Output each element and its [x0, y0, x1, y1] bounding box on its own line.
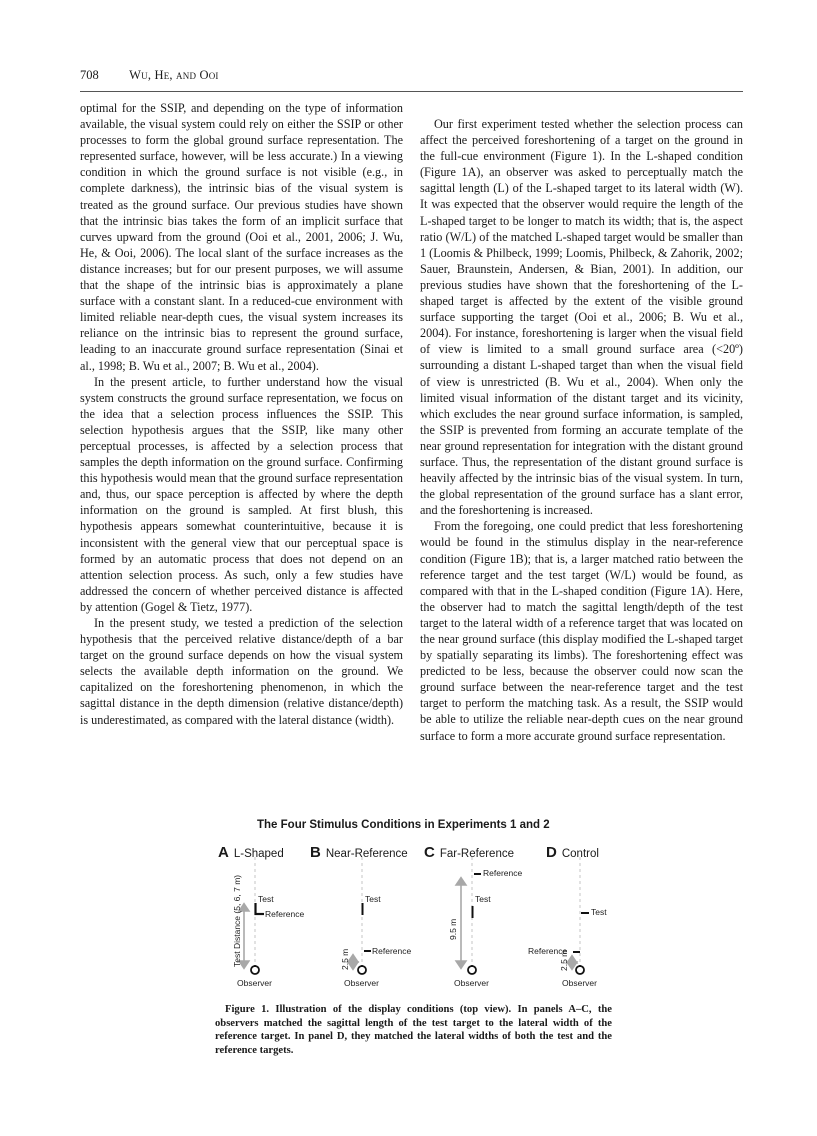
running-head-authors: Wu, He, and Ooi — [129, 68, 219, 82]
header-rule — [80, 91, 743, 92]
right-column — [420, 116, 743, 744]
paragraph: Our first experiment tested whether the selection process can affect the perceived foreshortening of a target on the ground in the full-cue environment (Figure 1). In the L-shaped condition (Figure 1A), an observer was asked to perceptually match the sagittal length (L) of the L-shaped target to its lateral width (W). It was expected that the observer would require the length of the L-shaped target to be longer to match its width; that is, the aspect ratio (W/L) of the matched L-shaped target would be smaller than 1 (Loomis & Philbeck, 1999; Loomis, Philbeck, & Zahorik, 2002; Sauer, Braunstein, Andersen, & Bian, 2001). In addition, our previous studies have shown that the foreshortening of the L-shaped target is affected by the extent of the visible ground surface supporting the target (Ooi et al., 2006; B. Wu et al., 2004). For instance, foreshortening is larger when the visual field of view is limited to a small ground surface area (<20º) surrounding a distant L-shaped target than when the visual field of view is unrestricted (B. Wu et al., 2004). When only the limited visual information of the distant target and its vicinity, which excludes the near ground surface information, is sampled, the SSIP is prevented from forming an accurate template of the near ground representation for integration with the distant ground surface. Thus, the representation of the distant ground surface is heavily affected by the intrinsic bias of the visual system. In turn, the global representation of the ground surface has a slant error, and the foreshortening is increased. — [420, 117, 743, 518]
panel-a-distance-label: Test Distance (5, 6, 7 m) — [232, 874, 242, 967]
paragraph: In the present study, we tested a prediction of the selection hypothesis that the perceived relative distance/depth of a bar target on the ground surface depends on how the visual system selects the available depth information on the ground. We capitalized on the foreshortening phenomenon, in which the sagittal distance in the depth dimension (relative distance/depth) is underestimated, as compared with the lateral distance (width). — [80, 616, 403, 727]
panel-b-reference-label: Reference — [372, 946, 412, 956]
panel-a-observer-label: Observer — [237, 978, 272, 988]
figure-title: The Four Stimulus Conditions in Experiments 1 and 2 — [257, 819, 550, 831]
panel-label-a: A L-Shaped — [218, 844, 284, 861]
page-number: 708 — [80, 68, 99, 82]
paragraph: In the present article, to further understand how the visual system constructs the ground surface representation, we focus on the idea that a selection process influences the SSIP. This selection hypothesis argues that the SSIP, like many other perceptual processes, is affected by a selection process that samples the depth information on the ground surface. Confirming this hypothesis would mean that the ground surface representation and, thus, our space perception is affected by where the depth information on the ground is sampled. At first blush, this hypothesis appears somewhat counterintuitive, because it is inconsistent with the general view that our perceptual space is formed by an automatic process that does not depend on an attention selection process. As such, only a few studies have addressed the concern of whether perceived distance is affected by attention (Gogel & Tietz, 1977). — [80, 374, 403, 614]
panel-label-c: C Far-Reference — [424, 844, 514, 861]
panel-d-reference-label: Reference — [528, 946, 568, 956]
figure-caption: Figure 1. Illustration of the display conditions (top view). In panels A–C, the observers matched the sagittal length of the test target to the lateral width of the reference target. In panel D, they matched the lateral widths of both the test and the reference targets. — [215, 1004, 612, 1056]
paragraph: optimal for the SSIP, and depending on the type of information available, the visual system could rely on either the SSIP or other processes to form the global ground surface representation. The represented surface, however, will be less accurate.) In a viewing condition in which the ground surface is not visible (e.g., in complete darkness), the intrinsic bias of the visual system is treated as the ground surface. Our previous studies have shown that the intrinsic bias takes the form of an implicit surface that curves upward from the ground (Ooi et al., 2001, 2006; J. Wu, He, & Ooi, 2006). The local slant of the surface increases as the distance increases; but for our present purposes, we will assume that the shape of the intrinsic bias is approximately a plane surface with a constant slant. In a reduced-cue environment with limited reliable near-depth cues, the visual system increases its reliance on the intrinsic bias to represent the ground surface, leading to an inaccurate ground surface representation (Sinai et al., 1998; B. Wu et al., 2007; B. Wu et al., 2004). — [80, 101, 403, 373]
panel-c-reference-label: Reference — [483, 868, 523, 878]
panel-label-b: B Near-Reference — [310, 844, 408, 861]
panel-d-distance-label: 2.5 m — [559, 949, 569, 971]
panel-c-distance-label: 9.5 m — [448, 918, 458, 940]
panel-b-observer-label: Observer — [344, 978, 379, 988]
panel-b-distance-label: 2.5 m — [340, 948, 350, 970]
running-head — [80, 68, 740, 83]
paragraph: From the foregoing, one could predict that less foreshortening would be found in the stimulus display in the near-reference condition (Figure 1B); that is, a larger matched ratio between the reference target and the test target (W/L) would be found, as compared with that in the L-shaped condition (Figure 1A). Here, the observer had to match the sagittal length/depth of the test target to the lateral width of a reference target that was located on the near ground surface (this display modified the L-shaped target by spatially separating its limbs). The foreshortening effect was predicted to be less, because the observer could now scan the ground surface between the near-reference target and the test target to perform the matching task. As a result, the SSIP would be able to utilize the reliable near-depth cues on the near ground surface to form a more accurate ground surface representation. — [420, 519, 743, 743]
panel-d-observer-label: Observer — [562, 978, 597, 988]
left-column — [80, 100, 403, 728]
panel-d-test-label: Test — [591, 907, 607, 917]
panel-a-reference-label: Reference — [265, 909, 305, 919]
panel-c-observer-label: Observer — [454, 978, 489, 988]
figure-1 — [210, 815, 620, 995]
panel-b-test-label: Test — [365, 894, 381, 904]
panel-c-test-label: Test — [475, 894, 491, 904]
panel-a-test-label: Test — [258, 894, 274, 904]
l-shaped-target — [255, 903, 265, 915]
panel-label-d: D Control — [546, 844, 599, 861]
